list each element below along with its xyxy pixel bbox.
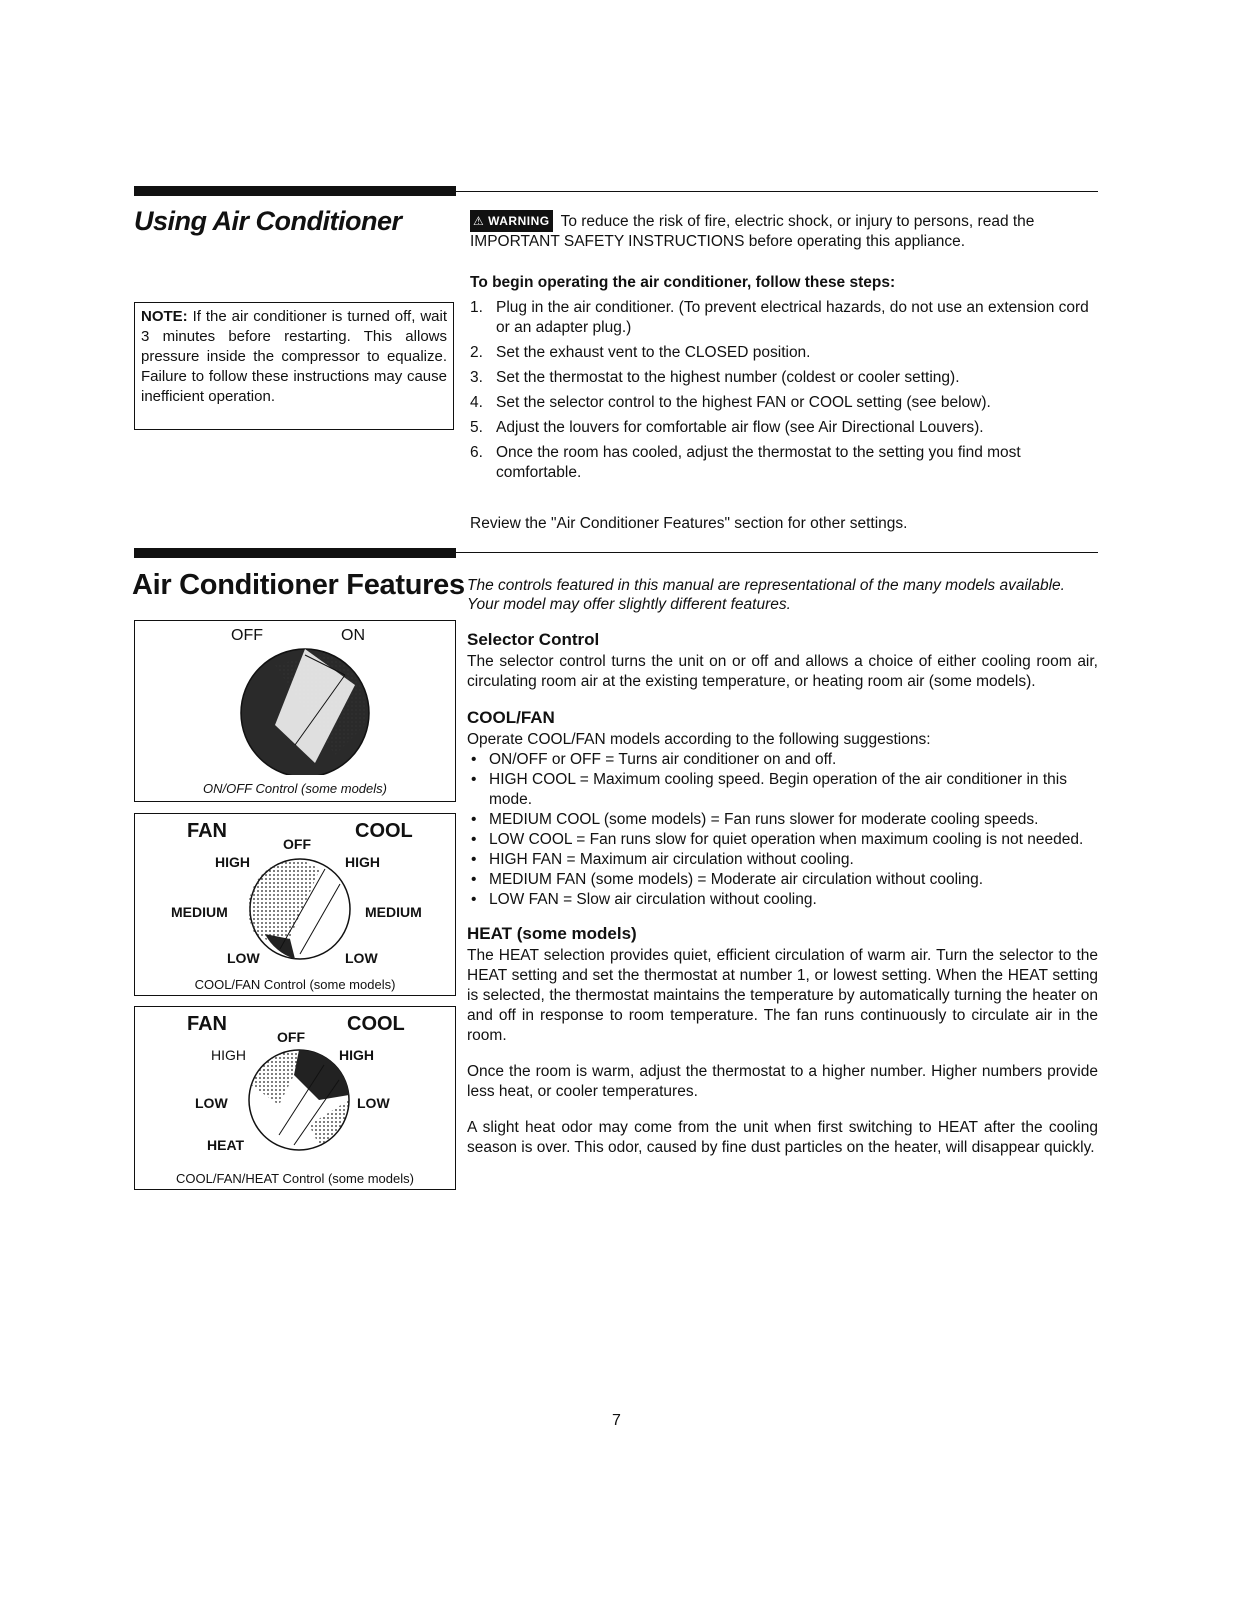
coolfan-bullets — [467, 750, 1098, 910]
selector-heading: Selector Control — [467, 630, 600, 649]
list-item: 2. Set the exhaust vent to the CLOSED position. — [470, 344, 811, 361]
section-rule-thick — [134, 548, 456, 558]
coolfanheat-dial-icon — [239, 1045, 359, 1155]
cool-label: COOL — [347, 1013, 405, 1035]
section-title-features: Air Conditioner Features — [132, 569, 465, 601]
warning-block — [470, 210, 1098, 252]
fan-high-label: HIGH — [211, 1047, 246, 1063]
dial-off-label: OFF — [283, 836, 311, 852]
cool-label: COOL — [355, 820, 413, 842]
list-item: • MEDIUM FAN (some models) = Moderate air circulation without cooling. — [467, 870, 1098, 890]
coolfanheat-dial-panel — [134, 1006, 456, 1190]
cool-high-label: HIGH — [339, 1047, 374, 1063]
fan-low-label: LOW — [227, 950, 260, 966]
dial-on-label: ON — [341, 627, 365, 644]
warning-label: WARNING — [488, 214, 550, 228]
steps-list — [470, 298, 1098, 488]
note-label: NOTE: — [141, 308, 188, 325]
fan-low-label: LOW — [195, 1095, 228, 1111]
dial-off-label: OFF — [231, 627, 263, 644]
fan-label: FAN — [187, 820, 227, 842]
list-item: • HIGH COOL = Maximum cooling speed. Begin operation of the air conditioner in this mode. — [467, 770, 1098, 810]
coolfan-intro: Operate COOL/FAN models according to the following suggestions: — [467, 731, 931, 748]
section-rule-thick — [134, 186, 456, 196]
cool-low-label: LOW — [357, 1095, 390, 1111]
heat-text-2: Once the room is warm, adjust the thermostat to a higher number. Higher numbers provide less heat, or cooler temperatures. — [467, 1063, 1098, 1100]
list-item: 6. Once the room has cooled, adjust the thermostat to the setting you find most comfortable. — [470, 444, 1021, 481]
cool-high-label: HIGH — [345, 854, 380, 870]
page-number: 7 — [612, 1412, 621, 1429]
section-rule-thin — [456, 552, 1098, 553]
list-item: 4. Set the selector control to the highest FAN or COOL setting (see below). — [470, 394, 991, 411]
warning-text: To reduce the risk of fire, electric shock, or injury to persons, read the IMPORTANT SAFETY INSTRUCTIONS before operating this appliance. — [470, 213, 1035, 250]
note-box — [134, 302, 454, 430]
features-intro: The controls featured in this manual are representational of the many models available. Your model may offer slightly different features. — [467, 577, 1065, 613]
heat-heading: HEAT (some models) — [467, 924, 637, 943]
note-text: If the air conditioner is turned off, wait 3 minutes before restarting. This allows pressure inside the compressor to equalize. Failure to follow these instructions may cause inefficient operation. — [141, 308, 447, 405]
list-item: • LOW FAN = Slow air circulation without cooling. — [467, 890, 1098, 910]
list-item: 1. Plug in the air conditioner. (To prevent electrical hazards, do not use an extension cord or an adapter plug.) — [470, 299, 1089, 336]
steps-title: To begin operating the air conditioner, follow these steps: — [470, 274, 896, 291]
cool-medium-label: MEDIUM — [365, 904, 422, 920]
fan-medium-label: MEDIUM — [171, 904, 228, 920]
list-item: • HIGH FAN = Maximum air circulation without cooling. — [467, 850, 1098, 870]
dial-off-label: OFF — [277, 1029, 305, 1045]
onoff-dial-icon — [235, 645, 375, 775]
review-text: Review the "Air Conditioner Features" section for other settings. — [470, 515, 908, 532]
list-item: 3. Set the thermostat to the highest number (coldest or cooler setting). — [470, 369, 960, 386]
fan-label: FAN — [187, 1013, 227, 1035]
section-rule-thin — [456, 191, 1098, 192]
list-item: • MEDIUM COOL (some models) = Fan runs slower for moderate cooling speeds. — [467, 810, 1098, 830]
heat-text: The HEAT selection provides quiet, efficient circulation of warm air. Turn the selector to the HEAT setting and set the thermostat at number 1, or lowest setting. When the HEAT setting is selected, the thermostat maintains the temperature by automatically turning the heater on and off in response to room temperature. The fan runs continuously to circulate air in the room. — [467, 947, 1098, 1044]
dial-caption: ON/OFF Control (some models) — [203, 781, 387, 796]
cool-low-label: LOW — [345, 950, 378, 966]
onoff-dial-panel — [134, 620, 456, 802]
list-item: 5. Adjust the louvers for comfortable air flow (see Air Directional Louvers). — [470, 419, 984, 436]
coolfan-dial-panel — [134, 813, 456, 996]
dial-caption: COOL/FAN Control (some models) — [194, 977, 396, 992]
coolfan-dial-icon — [245, 854, 355, 964]
list-item: • LOW COOL = Fan runs slow for quiet operation when maximum cooling is not needed. — [467, 830, 1098, 850]
warning-badge: ⚠ WARNING — [470, 210, 553, 232]
dial-caption: COOL/FAN/HEAT Control (some models) — [176, 1171, 414, 1186]
coolfan-heading: COOL/FAN — [467, 708, 555, 727]
features-content — [467, 630, 1098, 1158]
selector-text: The selector control turns the unit on or off and allows a choice of either cooling room air, circulating room air at the existing temperature, or heating room air (some models). — [467, 653, 1098, 690]
fan-high-label: HIGH — [215, 854, 250, 870]
heat-label: HEAT — [207, 1137, 245, 1153]
list-item: • ON/OFF or OFF = Turns air conditioner on and off. — [467, 750, 1098, 770]
section-title-using: Using Air Conditioner — [134, 206, 402, 236]
heat-text-3: A slight heat odor may come from the unit when first switching to HEAT after the cooling season is over. This odor, caused by fine dust particles on the heater, will disappear quickly. — [467, 1119, 1098, 1156]
